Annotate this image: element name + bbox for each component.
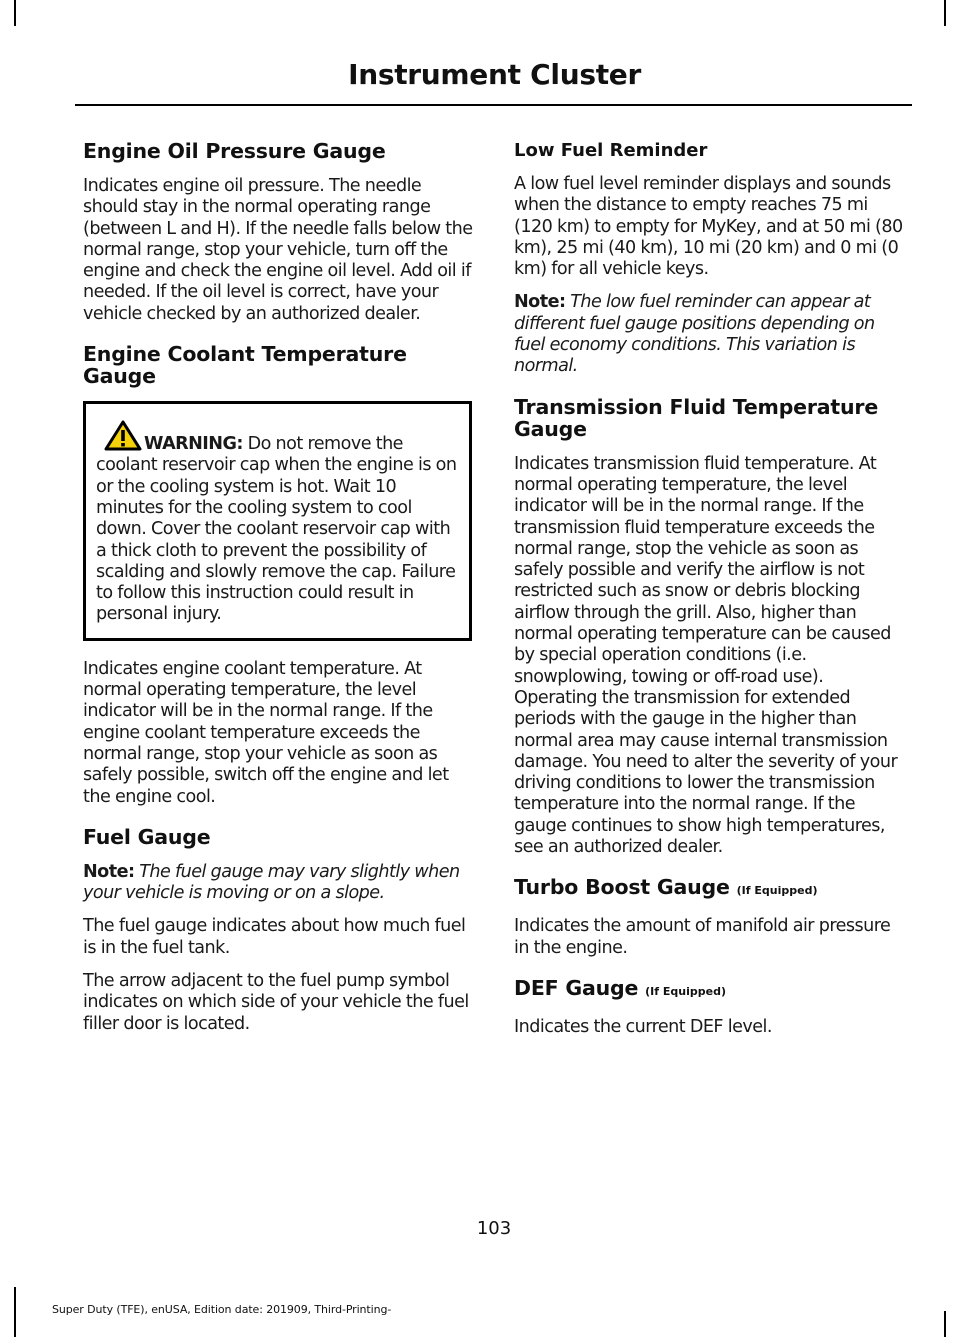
- turbo-boost-qualifier: (If Equipped): [736, 884, 818, 898]
- def-gauge-qualifier: (If Equipped): [645, 984, 726, 998]
- crop-mark-bottom-left: [14, 1287, 16, 1337]
- fuel-gauge-text-2: The arrow adjacent to the fuel pump symbol indicates on which side of your vehicle the fuel filler door is located.: [83, 971, 469, 1034]
- heading-turbo-boost: [514, 876, 906, 902]
- fuel-gauge-text-1: The fuel gauge indicates about how much fuel is in the fuel tank.: [83, 916, 466, 958]
- page-header-title: Instrument Cluster: [348, 58, 641, 91]
- coolant-temperature-text: Indicates engine coolant temperature. At normal operating temperature, the level indicator will be in the normal range. If the engine coolant temperature exceeds the normal range, stop your vehicle as soon as safely possible, switch off the engine and let the engine cool.: [83, 658, 449, 807]
- warning-box: [83, 401, 472, 641]
- warning-label: WARNING:: [144, 434, 243, 455]
- warning-paragraph: [96, 420, 459, 626]
- section-transmission-temperature: [514, 396, 906, 859]
- heading-low-fuel-reminder: Low Fuel Reminder: [514, 140, 708, 161]
- heading-fuel-gauge: Fuel Gauge: [83, 824, 211, 849]
- low-fuel-note: [514, 292, 906, 377]
- heading-transmission-temperature: Transmission Fluid Temperature Gauge: [514, 394, 879, 441]
- turbo-boost-title: Turbo Boost Gauge: [514, 875, 730, 900]
- section-turbo-boost: [514, 876, 906, 959]
- def-gauge-title: DEF Gauge: [514, 975, 639, 1000]
- heading-def-gauge: [514, 977, 906, 1003]
- section-def-gauge: [514, 977, 906, 1038]
- crop-mark-top-left: [14, 0, 16, 26]
- oil-pressure-text: Indicates engine oil pressure. The needle should stay in the normal operating range (between L and H). If the needle falls below the normal range, stop your vehicle, turn off the engine and check the engine oil level. Add oil if needed. If the oil level is correct, have your vehicle checked by an authorized dealer.: [83, 176, 473, 324]
- note-label: Note:: [83, 861, 135, 882]
- fuel-gauge-note: [83, 862, 474, 905]
- section-fuel-gauge: [83, 826, 474, 1035]
- crop-mark-bottom-right: [944, 1311, 946, 1337]
- right-column: [514, 140, 906, 1050]
- heading-coolant-temperature: Engine Coolant Temperature Gauge: [83, 342, 407, 389]
- heading-oil-pressure: Engine Oil Pressure Gauge: [83, 139, 386, 163]
- crop-mark-top-right: [944, 0, 946, 26]
- section-oil-pressure: [83, 140, 474, 325]
- header-divider: [75, 104, 912, 106]
- note-label: Note:: [514, 292, 566, 313]
- note-text: The fuel gauge may vary slightly when your vehicle is moving or on a slope.: [83, 861, 460, 904]
- turbo-boost-text: Indicates the amount of manifold air pressure in the engine.: [514, 916, 891, 958]
- section-low-fuel-reminder: [514, 140, 906, 378]
- note-text: The low fuel reminder can appear at different fuel gauge positions depending on fuel economy conditions. This variation is normal.: [514, 292, 875, 377]
- left-column: [83, 140, 474, 1047]
- transmission-temperature-text: Indicates transmission fluid temperature. At normal operating temperature, the level indicator will be in the normal range. If the transmission fluid temperature exceeds the normal range, stop the vehicle as soon as safely possible and verify the airflow is not restricted such as snow or debris blocking airflow through the grill. Also, higher than normal operating temperature can be caused by special operation conditions (i.e. snowplowing, towing or off-road use). Operating the transmission for extended periods with the gauge in the higher than normal area may cause internal transmission damage. You need to alter the severity of your driving conditions to lower the transmission temperature into the normal range. If the gauge continues to show high temperatures, see an authorized dealer.: [514, 453, 898, 858]
- def-gauge-text: Indicates the current DEF level.: [514, 1016, 772, 1037]
- warning-text: Do not remove the coolant reservoir cap when the engine is on or the cooling system is hot. Wait 10 minutes for the cooling system to cool down. Cover the coolant reservoir cap with a thick cloth to prevent the possibility of scalding and slowly remove the cap. Failure to follow this instruction could result in personal injury.: [96, 434, 457, 625]
- footer-edition: Super Duty (TFE), enUSA, Edition date: 201909, Third-Printing-: [52, 1303, 392, 1316]
- low-fuel-text: A low fuel level reminder displays and sounds when the distance to empty reaches 75 mi (120 km) to empty for MyKey, and at 50 mi (80 km), 25 mi (40 km), 10 mi (20 km) and 0 mi (0 km) for all vehicle keys.: [514, 174, 903, 280]
- section-coolant-temperature: [83, 343, 474, 808]
- warning-triangle-icon: [104, 420, 142, 451]
- page-number: 103: [476, 1218, 512, 1239]
